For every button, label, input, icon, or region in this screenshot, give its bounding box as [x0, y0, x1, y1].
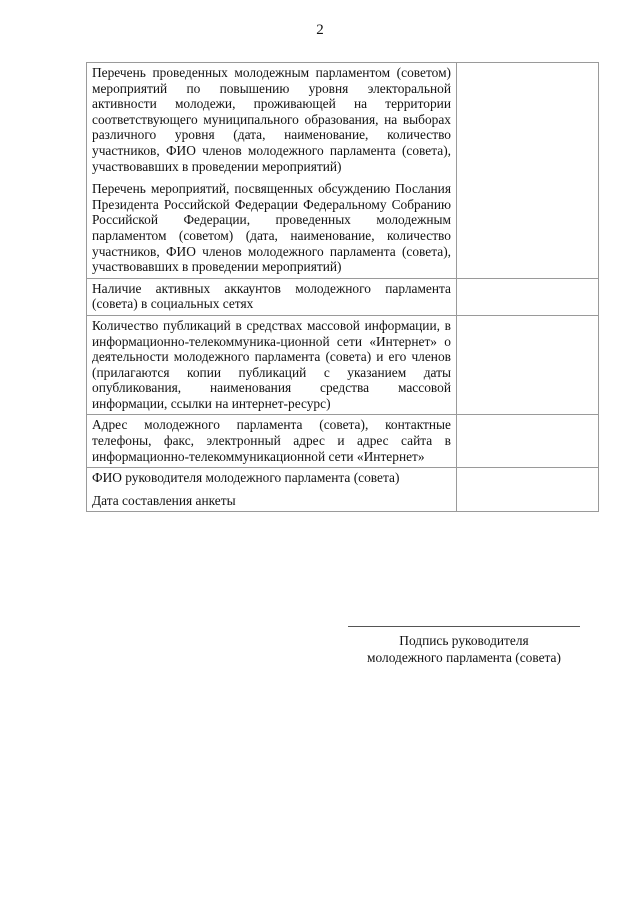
- question-text: Наличие активных аккаунтов молодежного парламента (совета) в социальных сетях: [92, 280, 451, 312]
- question-cell: [87, 63, 457, 279]
- question-text: Количество публикаций в средствах массовой информации, в информационно-телекоммуника-ционной сети «Интернет» о деятельности молодежного парламента (совета) и его членов (прилагаются копии публикаций с указанием даты опубликования, наименования средства массовой информации, ссылки на интернет-ресурс): [92, 317, 451, 411]
- table-row: [87, 278, 599, 315]
- table-row: [87, 315, 599, 415]
- signature-caption: [348, 632, 580, 666]
- table-row: [87, 415, 599, 468]
- question-cell: [87, 278, 457, 315]
- answer-cell[interactable]: [457, 278, 599, 315]
- question-cell: [87, 468, 457, 512]
- question-text: Перечень мероприятий, посвященных обсуждению Послания Президента Российской Федерации Федеральному Собранию Российской Федерации, проведенных молодежным парламентом (советом) (дата, наименование, количество участников, ФИО членов молодежного парламента (совета), участвовавших в проведении мероприятий): [92, 181, 451, 275]
- question-text: Адрес молодежного парламента (совета), контактные телефоны, факс, электронный адрес и адрес сайта в информационно-телекоммуникационной сети «Интернет»: [92, 417, 451, 464]
- answer-cell[interactable]: [457, 63, 599, 279]
- answer-cell[interactable]: [457, 468, 599, 512]
- table-row: [87, 63, 599, 279]
- answer-cell[interactable]: [457, 315, 599, 415]
- questionnaire-table: [86, 62, 599, 512]
- question-text: Дата составления анкеты: [92, 492, 236, 508]
- signature-caption-line: Подпись руководителя: [399, 633, 529, 648]
- question-cell: [87, 315, 457, 415]
- answer-cell[interactable]: [457, 415, 599, 468]
- signature-line[interactable]: [348, 626, 580, 627]
- table-row: [87, 468, 599, 512]
- signature-caption-line: молодежного парламента (совета): [367, 650, 561, 665]
- question-cell: [87, 415, 457, 468]
- page-number: 2: [316, 22, 324, 38]
- question-text: ФИО руководителя молодежного парламента (совета): [92, 470, 400, 486]
- question-text: Перечень проведенных молодежным парламентом (советом) мероприятий по повышению уровня электоральной активности молодежи, проживающей на территории соответствующего муниципального образования, на выборах различного уровня (дата, наименование, количество участников, ФИО членов молодежного парламента (совета), участвовавших в проведении мероприятий): [92, 65, 451, 174]
- signature-block: [348, 626, 580, 666]
